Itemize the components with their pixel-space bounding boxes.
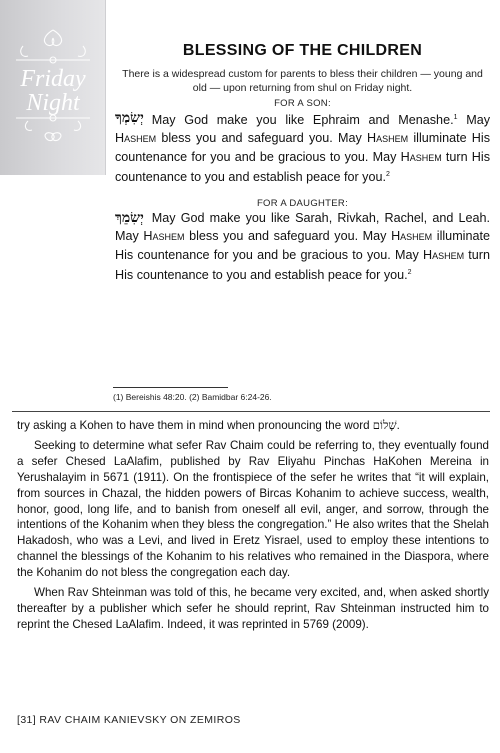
- son-line2c: illuminate His countenance for you and be gracious to you. May: [115, 131, 490, 164]
- footnote-ref-3: 2: [407, 268, 412, 276]
- footnote-ref-2: 2: [385, 171, 390, 179]
- footnote-ref-1: 1: [453, 114, 458, 121]
- son-hebrew: יְשִׂמְךָ: [115, 110, 144, 126]
- son-line1: May God make you like Ephraim and Menashe.: [151, 113, 454, 128]
- daughter-blessing: [115, 209, 490, 284]
- page-footer: [31] RAV CHAIM KANIEVSKY ON ZEMIROS: [17, 714, 241, 726]
- son-label: FOR A SON:: [274, 98, 331, 109]
- hashem-5: Hashem: [391, 229, 433, 244]
- daughter-line1c: illuminate His countenance for you and be gracious to you. May: [115, 229, 490, 262]
- commentary-text-1-end: .: [396, 419, 400, 432]
- commentary-paragraph-1: [17, 418, 489, 434]
- footnotes: (1) Bereishis 48:20. (2) Bamidbar 6:24-26.: [113, 392, 272, 402]
- page-title: BLESSING OF THE CHILDREN: [182, 42, 423, 59]
- intro-text: There is a widespread custom for parents to bless their children — young and old — upon returning from shul on Friday night.: [122, 68, 483, 94]
- hashem-4: Hashem: [143, 229, 185, 244]
- son-blessing: [115, 109, 490, 187]
- hashem-3: Hashem: [400, 149, 442, 164]
- ornament-line1: Friday: [20, 66, 86, 92]
- friday-night-ornament-icon: [8, 26, 98, 146]
- commentary-paragraph-2: Seeking to determine what sefer Rav Chaim could be referring to, they eventually found a sefer Chesed LaAlafim, published by Rav Eliyahu Pinchas HaKohen Mereina in Yerushalayim in 5671 (1911). On the frontispiece of the sefer he writes that “it will explain, from sources in Chazal, the hidden powers of Bircas Kohanim to achieve success, wealth, honor, good, long life, and to banish from oneself all evil, anger, and sorrow, through the intentions of the Kohanim when they bless the congregation.” He also writes that the Shelah Hakadosh, who was a Levi, and lived in Eretz Yisrael, used to employ these intentions to channel the blessings of the Kohanim to his relatives who remained in the Diaspora, where the Kohanim do not bless the congregation each day.: [17, 438, 489, 580]
- daughter-hebrew: יְשִׂמֵךְ: [115, 210, 144, 226]
- hashem-1: Hashem: [115, 131, 157, 146]
- son-line2d: turn His countenance to you and establish peace for you.: [115, 149, 490, 185]
- ornament-line2: Night: [26, 90, 80, 116]
- son-line2b: bless you and safeguard you. May: [156, 131, 368, 146]
- daughter-line1d: turn His countenance to you and establish peace for you.: [115, 247, 491, 283]
- footnote-rule: [113, 387, 228, 388]
- son-line2a: May: [466, 113, 490, 128]
- commentary-body: [17, 418, 489, 633]
- section-tab: [0, 0, 106, 175]
- daughter-line1: May God make you like Sarah, Rivkah, Rachel, and Leah. May: [115, 211, 490, 244]
- commentary-text-1: try asking a Kohen to have them in mind when pronouncing the word: [17, 419, 373, 432]
- section-divider: [12, 411, 490, 412]
- daughter-line1b: bless you and safeguard you. May: [184, 229, 392, 244]
- hashem-6: Hashem: [423, 247, 465, 262]
- hashem-2: Hashem: [367, 131, 409, 146]
- shalom-hebrew: שָׁלוֹם: [372, 418, 397, 432]
- daughter-label: FOR A DAUGHTER:: [256, 198, 349, 209]
- commentary-paragraph-3: When Rav Shteinman was told of this, he became very excited, and, when asked shortly thereafter by a publisher which sefer he should reprint, Rav Shteinman instructed him to reprint the Chesed LaAlafim. Indeed, it was reprinted in 5769 (2009).: [17, 586, 489, 631]
